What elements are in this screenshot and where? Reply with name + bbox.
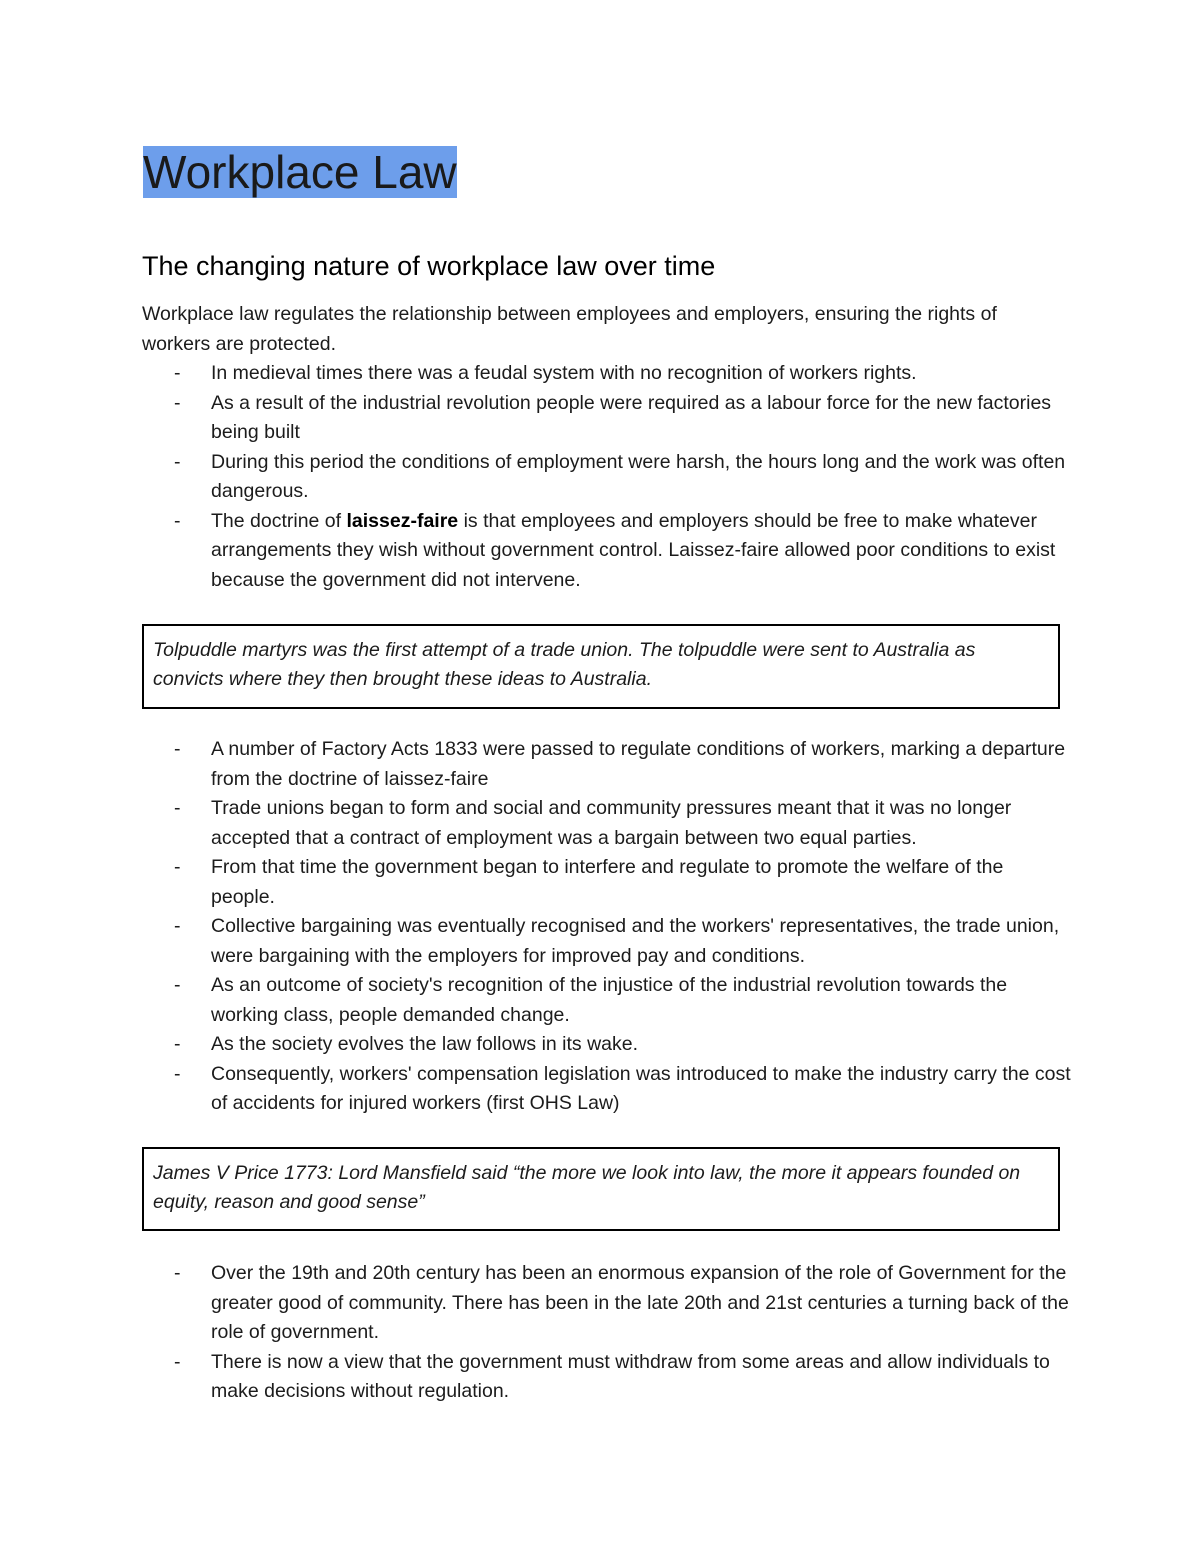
- dash-bullet: -: [174, 391, 181, 414]
- list-item: [142, 1030, 1072, 1060]
- bullet-list-2: [142, 735, 1072, 1119]
- dash-bullet: -: [174, 974, 181, 996]
- dash-bullet: -: [174, 797, 181, 819]
- list-item-text: During this period the conditions of employment were harsh, the hours long and the work was often dangerous.: [211, 450, 1066, 502]
- list-item: [142, 1348, 1072, 1407]
- list-item: [142, 359, 1072, 389]
- intro-paragraph: Workplace law regulates the relationship between employees and employers, ensuring the rights of workers are protected.: [142, 303, 997, 355]
- dash-bullet: -: [174, 915, 181, 937]
- dash-bullet: -: [174, 1033, 181, 1055]
- dash-bullet: -: [174, 509, 181, 532]
- list-item: [142, 853, 1072, 912]
- bullet-list-3: [142, 1259, 1072, 1407]
- list-item: [142, 448, 1072, 507]
- list-item-text: Collective bargaining was eventually recognised and the workers' representatives, the trade union, were bargaining with the employers for improved pay and conditions.: [211, 915, 1060, 967]
- dash-bullet: -: [174, 738, 181, 760]
- list-item-text: Over the 19th and 20th century has been an enormous expansion of the role of Government for the greater good of community. There has been in the late 20th and 21st centuries a turning back of the role of government.: [211, 1262, 1069, 1343]
- list-item: [142, 1259, 1072, 1348]
- list-item-text: Consequently, workers' compensation legislation was introduced to make the industry carry the cost of accidents for injured workers (first OHS Law): [211, 1062, 1071, 1114]
- dash-bullet: -: [174, 856, 181, 878]
- callout-tolpuddle: Tolpuddle martyrs was the first attempt of a trade union. The tolpuddle were sent to Australia as convicts where they then brought these ideas to Australia.: [142, 624, 1060, 709]
- list-item-text: There is now a view that the government must withdraw from some areas and allow individuals to make decisions without regulation.: [211, 1350, 1050, 1402]
- list-item-text: Trade unions began to form and social and community pressures meant that it was no longer accepted that a contract of employment was a bargain between two equal parties.: [211, 797, 1012, 849]
- dash-bullet: -: [174, 1062, 181, 1085]
- dash-bullet: -: [174, 450, 181, 473]
- list-item: [142, 1060, 1072, 1119]
- dash-bullet: -: [174, 362, 181, 384]
- list-item-text: As a result of the industrial revolution people were required as a labour force for the new factories being built: [211, 391, 1052, 443]
- list-item: [142, 971, 1072, 1030]
- list-item: [142, 735, 1072, 794]
- title-highlight: Workplace Law: [143, 146, 457, 198]
- list-item-text-pre: The doctrine of: [211, 509, 347, 532]
- list-item: [142, 912, 1072, 971]
- list-item-text: A number of Factory Acts 1833 were passed to regulate conditions of workers, marking a departure from the doctrine of laissez-faire: [211, 738, 1066, 790]
- page-title: [141, 141, 459, 203]
- laissez-faire-term: laissez-faire: [346, 509, 459, 532]
- section-heading: The changing nature of workplace law over time: [142, 251, 716, 281]
- dash-bullet: -: [174, 1350, 181, 1373]
- list-item: [142, 794, 1072, 853]
- list-item-text: As an outcome of society's recognition of the injustice of the industrial revolution towards the working class, people demanded change.: [211, 974, 1008, 1026]
- list-item-text: As the society evolves the law follows in its wake.: [211, 1033, 639, 1055]
- list-item: [142, 507, 1072, 596]
- list-item-text-post: is that employees and employers should be free to make whatever arrangements they wish without government control. Laissez-faire allowed poor conditions to exist because the government did not intervene.: [211, 509, 1056, 591]
- list-item-text: In medieval times there was a feudal system with no recognition of workers rights.: [211, 362, 917, 384]
- dash-bullet: -: [174, 1262, 181, 1284]
- list-item: [142, 389, 1072, 448]
- bullet-list-1: [142, 359, 1072, 595]
- list-item-text: From that time the government began to interfere and regulate to promote the welfare of the people.: [211, 856, 1004, 908]
- callout-mansfield-quote: James V Price 1773: Lord Mansfield said “the more we look into law, the more it appears founded on equity, reason and good sense”: [142, 1147, 1060, 1231]
